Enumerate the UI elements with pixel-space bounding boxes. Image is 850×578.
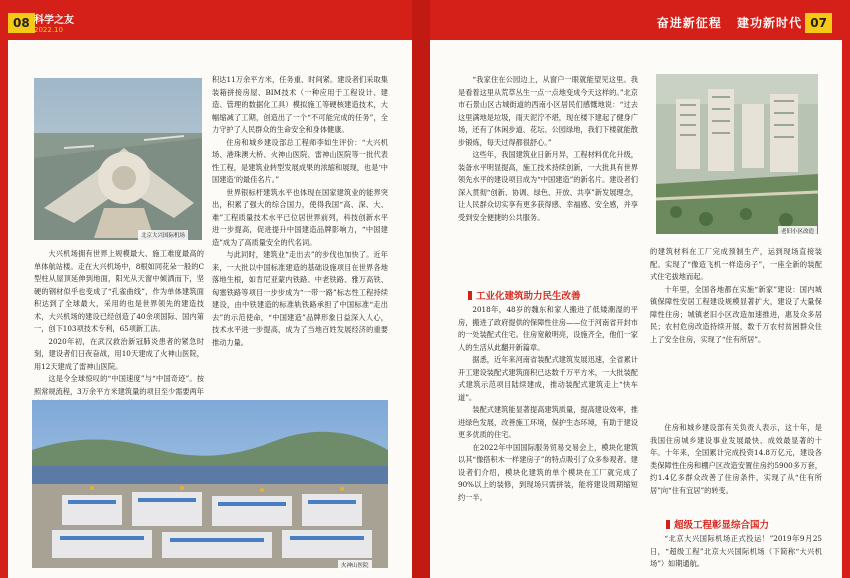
paragraph: 世界银标杆建筑水平也体现在国家建筑业的能界突出，积累了强大的综合国力，使得我国“高、深、大、难”工程质量技术水平已位居世界前列，科技创新水平进一步提高，促进提升中国建造品牌影响力，“中国建造”成为了高质量安全的代名词。	[212, 187, 388, 247]
paragraph: 据悉，近年来河南省装配式建筑发展迅速，全省累计开工建设装配式建筑面积已达数千万平方米，一大批装配式建筑示范项目陆续建成，推动装配式建筑走上“快车道”。	[458, 355, 638, 402]
paragraph: 积达11万余平方米，任务重、时间紧。建设者们采取集装箱拼接房屋、BIM技术（一种应用于工程设计、建造、管理的数据化工具）模拟施工等硬核建造技术，大幅缩减了工期，创造出了一个“不可能完成的任务”，全力守护了人民群众的生命安全和身体健康。	[212, 75, 388, 134]
page-number-right: 07	[805, 13, 832, 33]
airport-photo	[34, 78, 202, 240]
paragraph: “我家住在公园边上，从窗户一眼就能望见这里。我是看着这里从荒草丛生一点一点地变成今天这样的。”北京市石景山区古城街道的西南小区居民们感慨地说：“过去这里满地是垃圾，雨天泥泞不堪，现在楼下建起了健身广场，还有了休闲步道、花坛、公园绿地，我们下楼就能散步锻炼，每天过得都很舒心。”	[458, 75, 638, 147]
paragraph: 2018年，48岁的魏东和家人搬进了低矮潮湿的平房，搬进了政府提供的保障性住房——位于河南省开封市的一处装配式住宅。住房宽敞明亮，设施齐全，他们一家人的生活从此翻开新篇章。	[458, 305, 638, 352]
brand-name: 科学之友	[34, 15, 74, 26]
page-number-left: 08	[8, 13, 35, 33]
paragraph: 住房和城乡建设部有关负责人表示，这十年，是我国住房城乡建设事业发展最快、成效最显著的十年。十年来，全国累计完成投资14.8万亿元，建设各类保障性住房和棚户区改造安置住房约5900多万套，约1.4亿多群众改善了住房条件，实现了从“住有所居”向“住有宜居”的转变。	[650, 423, 822, 495]
right-col2-text-c	[650, 533, 822, 571]
right-col1-text-a	[458, 74, 638, 224]
issue-number: 2022.10	[34, 26, 63, 34]
magazine-brand	[34, 11, 74, 34]
right-page	[430, 40, 842, 578]
paragraph: “北京大兴国际机场正式投运！”2019年9月25日，“超级工程”北京大兴国际机场（下简称“大兴机场”）如期通航。	[650, 534, 822, 568]
right-col2-text-a	[650, 246, 822, 346]
hospital-photo-caption: 火神山医院	[338, 560, 372, 570]
hospital-photo	[32, 400, 388, 568]
section-title-1: 工业化建筑助力民生改善	[468, 288, 581, 302]
paragraph: 2020年初，在武汉救治新冠肺炎患者的紧急时刻，建设者们日夜奋战，用10天建成了火神山医院，用12天建成了雷神山医院。	[34, 336, 204, 371]
paragraph: 大兴机场拥有世界上规模最大、施工难度最高的单体航站楼。走在大兴机场中，8根如同花朵一般的C型柱从屋顶延伸到地面，阳光从天窗中倾洒而下，坚硬的钢材似乎也变成了“孔雀曲线”，作为单体建筑面积达到了全球最大，采用的也是世界领先的建造技术，大兴机场的建设已经创造了40余项国际、国内第一，创下103项技术专利，65项新工法。	[34, 249, 204, 333]
airport-illustration	[34, 78, 202, 240]
right-col1-text-b	[458, 304, 638, 504]
section-header	[647, 14, 802, 31]
left-page	[8, 40, 412, 578]
community-photo-caption: 老旧小区改造	[778, 226, 817, 236]
left-col2-text	[212, 74, 388, 349]
paragraph: 的建筑材料在工厂完成预制生产，运到现场直接装配。实现了“像造飞机一样造房子”，一座全新的装配式住宅拔地而起。	[650, 247, 822, 281]
paragraph: 与此同时，建筑业“走出去”的步伐也加快了。近年来，一大批以中国标准建造的基础设施项目在世界各地落地生根，如肯尼亚蒙内铁路、中老铁路、雅万高铁、匈塞铁路等项目一步步成为“一带一路”标志性工程持续建设，由中铁建造的标准轨铁路承担了中国标准“走出去”的示范使命，“中国建造”品牌形象日益深入人心，技术水平进一步提高，成为了当地百姓发展经济的重要推动力量。	[212, 250, 388, 347]
spine	[412, 0, 430, 578]
community-illustration	[656, 74, 818, 234]
header-title-a: 奋进新征程	[656, 16, 722, 30]
left-col1-text	[34, 248, 204, 411]
header-title-b: 建功新时代	[736, 16, 802, 30]
section-title-2: 超级工程彰显综合国力	[666, 517, 769, 531]
paragraph: 在2022年中国国际服务贸易交易会上，模块化建筑以其“像搭积木一样建房子”的特点吸引了众多参观者。建设者们介绍，模块化建筑的单个模块在工厂就完成了90%以上的装修，到现场只需拼装，能将建设周期缩短约一半。	[458, 442, 638, 502]
paragraph: 这些年，我国建筑业日新月异，工程材料优化升级，装备水平明显提高，施工技术持续创新，一大批具有世界领先水平的建设项目成为“中国建造”的新名片。建设者们深入贯彻“创新、协调、绿色、开放、共享”新发展理念，让人民群众切实享有更多获得感、幸福感、安全感，并享受到安全便捷的公共服务。	[458, 150, 638, 222]
community-photo	[656, 74, 818, 234]
hospital-illustration	[32, 400, 388, 568]
paragraph: 这是令全球惊叹的“中国速度”与“中国奇迹”。按照常规流程，3万余平方米建筑量的项目至少需要两年	[34, 374, 204, 396]
airport-photo-caption: 北京大兴国际机场	[138, 230, 188, 240]
right-col2-text-b	[650, 422, 822, 497]
paragraph: 装配式建筑能显著提高建筑质量，提高建设效率，推进绿色发展，改善施工环境，保护生态环境，有助于建设更多优质的住宅。	[458, 405, 638, 439]
paragraph: 住房和城乡建设部总工程师李如生评价：“大兴机场、港珠澳大桥、火神山医院、雷神山医院等一批代表性工程，是建筑业转型发展成果的浓缩和展现，也是‘中国建造’的最佳名片。”	[212, 137, 388, 184]
paragraph: 十年里，全国各地都在实施“新家”建设：国内城镇保障性安居工程建设规模显著扩大，建设了大量保障性住房；城镇老旧小区改造加速推进，惠及众多居民；农村危房改造持续开展，数千万农村贫困群众住上了安全住房，实现了“住有所居”。	[650, 284, 822, 344]
